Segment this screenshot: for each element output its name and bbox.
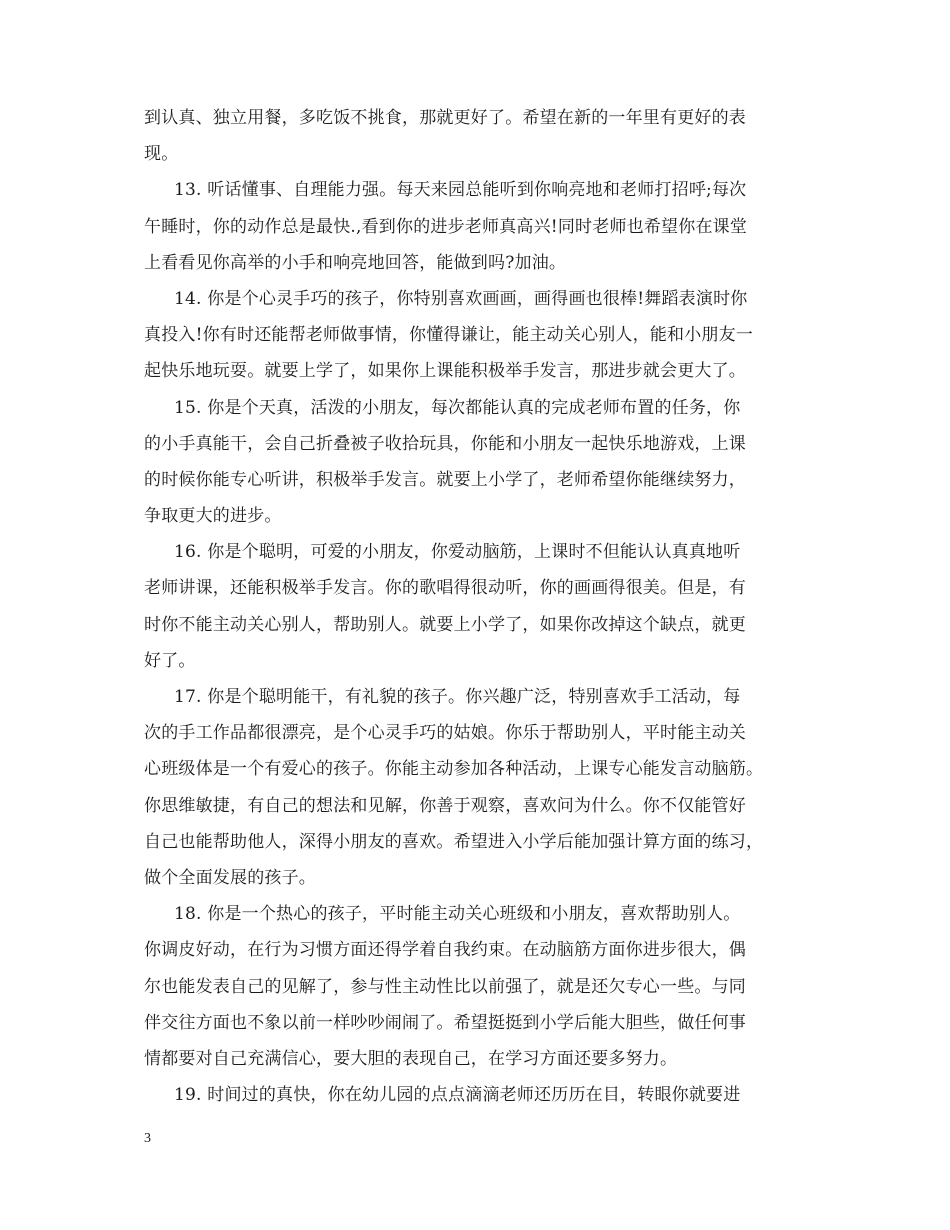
text-line: 起快乐地玩耍。就要上学了，如果你上课能积极举手发言，那进步就会更大了。 <box>144 361 746 382</box>
text-line: 上看看见你高举的小手和响亮地回答，能做到吗?加油。 <box>144 252 567 273</box>
text-line: 自己也能帮助他人，深得小朋友的喜欢。希望进入小学后能加强计算方面的练习， <box>144 831 764 852</box>
text-line: 的小手真能干，会自己折叠被子收拾玩具，你能和小朋友一起快乐地游戏，上课 <box>144 433 746 454</box>
paragraph-first-line: 16. 你是个聪明，可爱的小朋友，你爱动脑筋，上课时不但能认认真真地听 <box>174 542 741 563</box>
text-line: 到认真、独立用餐，多吃饭不挑食，那就更好了。希望在新的一年里有更好的表 <box>144 108 746 128</box>
text-line: 争取更大的进步。 <box>144 506 282 527</box>
text-line: 的时候你能专心听讲，积极举手发言。就要上小学了，老师希望你能继续努力， <box>144 469 746 490</box>
paragraph-first-line: 14. 你是个心灵手巧的孩子，你特别喜欢画画，画得画也很棒!舞蹈表演时你 <box>174 288 748 309</box>
text-line: 午睡时，你的动作总是最快.,看到你的进步老师真高兴!同时老师也希望你在课堂 <box>144 216 748 237</box>
text-line: 尔也能发表自己的见解了，参与性主动性比以前强了，就是还欠专心一些。与同 <box>144 976 746 997</box>
text-line: 你调皮好动，在行为习惯方面还得学着自我约束。在动脑筋方面你进步很大，偶 <box>144 940 746 961</box>
paragraph-first-line: 15. 你是个天真，活泼的小朋友，每次都能认真的完成老师布置的任务，你 <box>174 397 741 418</box>
text-line: 心班级体是一个有爱心的孩子。你能主动参加各种活动，上课专心能发言动脑筋。 <box>144 759 764 780</box>
text-line: 好了。 <box>144 650 196 671</box>
text-line: 你思维敏捷，有自己的想法和见解，你善于观察，喜欢问为什么。你不仅能管好 <box>144 795 746 816</box>
text-line: 做个全面发展的孩子。 <box>144 867 316 888</box>
paragraph-first-line: 19. 时间过的真快，你在幼儿园的点点滴滴老师还历历在目，转眼你就要进 <box>174 1085 741 1106</box>
text-line: 情都要对自己充满信心，要大胆的表现自己，在学习方面还要多努力。 <box>144 1048 678 1069</box>
text-line: 伴交往方面也不象以前一样吵吵闹闹了。希望挺挺到小学后能大胆些，做任何事 <box>144 1012 746 1033</box>
text-line: 次的手工作品都很漂亮，是个心灵手巧的姑娘。你乐于帮助别人，平时能主动关 <box>144 723 746 744</box>
document-body <box>144 100 824 1113</box>
text-line: 现。 <box>144 144 179 165</box>
paragraph-first-line: 17. 你是个聪明能干，有礼貌的孩子。你兴趣广泛，特别喜欢手工活动，每 <box>174 687 741 707</box>
paragraph-first-line: 13. 听话懂事、自理能力强。每天来园总能听到你响亮地和老师打招呼;每次 <box>174 180 747 201</box>
paragraph-first-line: 18. 你是一个热心的孩子，平时能主动关心班级和小朋友，喜欢帮助别人。 <box>174 904 741 925</box>
text-line: 老师讲课，还能积极举手发言。你的歌唱得很动听，你的画画得很美。但是，有 <box>144 578 746 599</box>
text-line: 真投入!你有时还能帮老师做事情，你懂得谦让，能主动关心别人，能和小朋友一 <box>144 325 754 346</box>
text-line: 时你不能主动关心别人，帮助别人。就要上小学了，如果你改掉这个缺点，就更 <box>144 614 746 635</box>
page-number: 3 <box>144 1131 151 1146</box>
